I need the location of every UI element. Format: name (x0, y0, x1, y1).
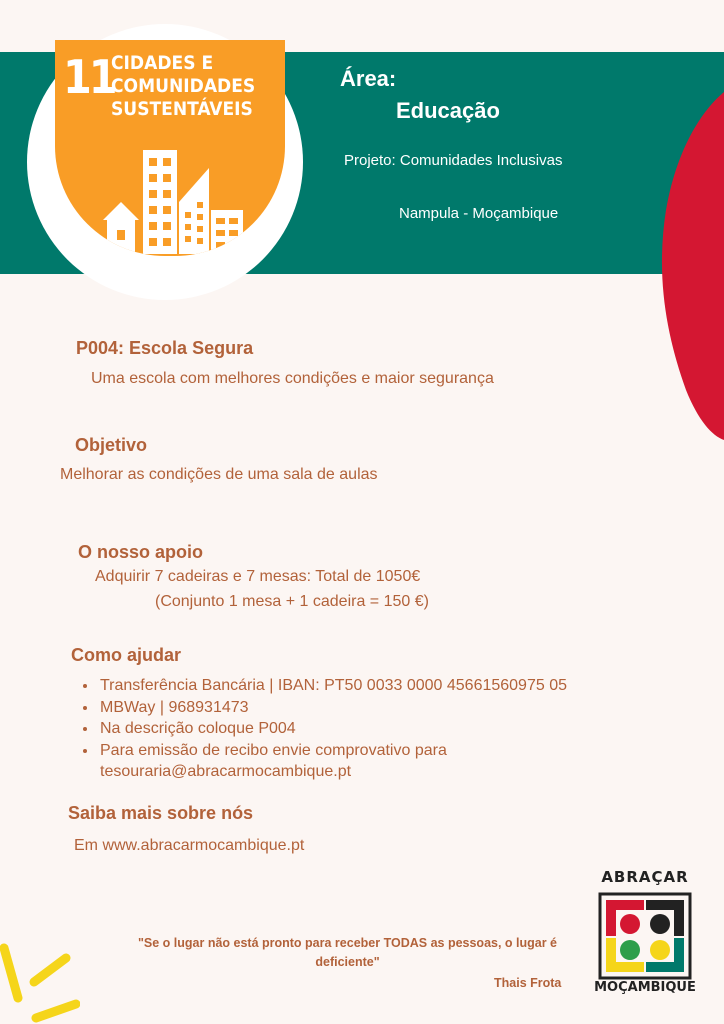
quote-author: Thais Frota (494, 976, 562, 990)
logo-bottom-text: MOÇAMBIQUE (594, 980, 696, 995)
sdg-number: 11 (63, 50, 115, 104)
sdg-badge (55, 40, 285, 256)
support-line-2: (Conjunto 1 mesa + 1 cadeira = 150 €) (155, 593, 429, 610)
help-list (80, 675, 698, 783)
help-item-transfer: • Transferência Bancária | IBAN: PT50 0033 0000 45661560975 05 (98, 675, 698, 697)
objective-heading: Objetivo (75, 435, 148, 455)
area-value: Educação (396, 98, 500, 123)
objective-text: Melhorar as condições de uma sala de aulas (60, 466, 378, 483)
sun-rays-decoration (0, 938, 80, 1024)
hands-logo-icon (596, 890, 694, 982)
more-heading: Saiba mais sobre nós (68, 803, 254, 823)
help-item-description: • Na descrição coloque P004 (98, 718, 698, 740)
project-title: P004: Escola Segura (76, 338, 254, 358)
help-heading: Como ajudar (71, 645, 182, 665)
project-subtitle: Uma escola com melhores condições e maior segurança (91, 370, 494, 387)
abracar-logo (588, 868, 702, 1000)
sdg-title: CIDADES E COMUNIDADES SUSTENTÁVEIS (111, 52, 256, 120)
quote-text: "Se o lugar não está pronto para receber TODAS as pessoas, o lugar é deficiente" (137, 936, 558, 969)
support-line-1: Adquirir 7 cadeiras e 7 mesas: Total de 1050€ (95, 568, 421, 585)
project-name: Projeto: Comunidades Inclusivas (344, 152, 563, 169)
area-label: Área: (340, 66, 397, 91)
logo-top-text: ABRAÇAR (601, 868, 689, 886)
project-location: Nampula - Moçambique (399, 205, 559, 222)
help-item-mbway: • MBWay | 968931473 (98, 697, 698, 719)
help-item-receipt: • Para emissão de recibo envie comprovativo para tesouraria@abracarmocambique.pt (98, 740, 540, 783)
website-text: Em www.abracarmocambique.pt (74, 837, 305, 854)
support-heading: O nosso apoio (78, 542, 204, 562)
city-buildings-icon (103, 150, 253, 256)
